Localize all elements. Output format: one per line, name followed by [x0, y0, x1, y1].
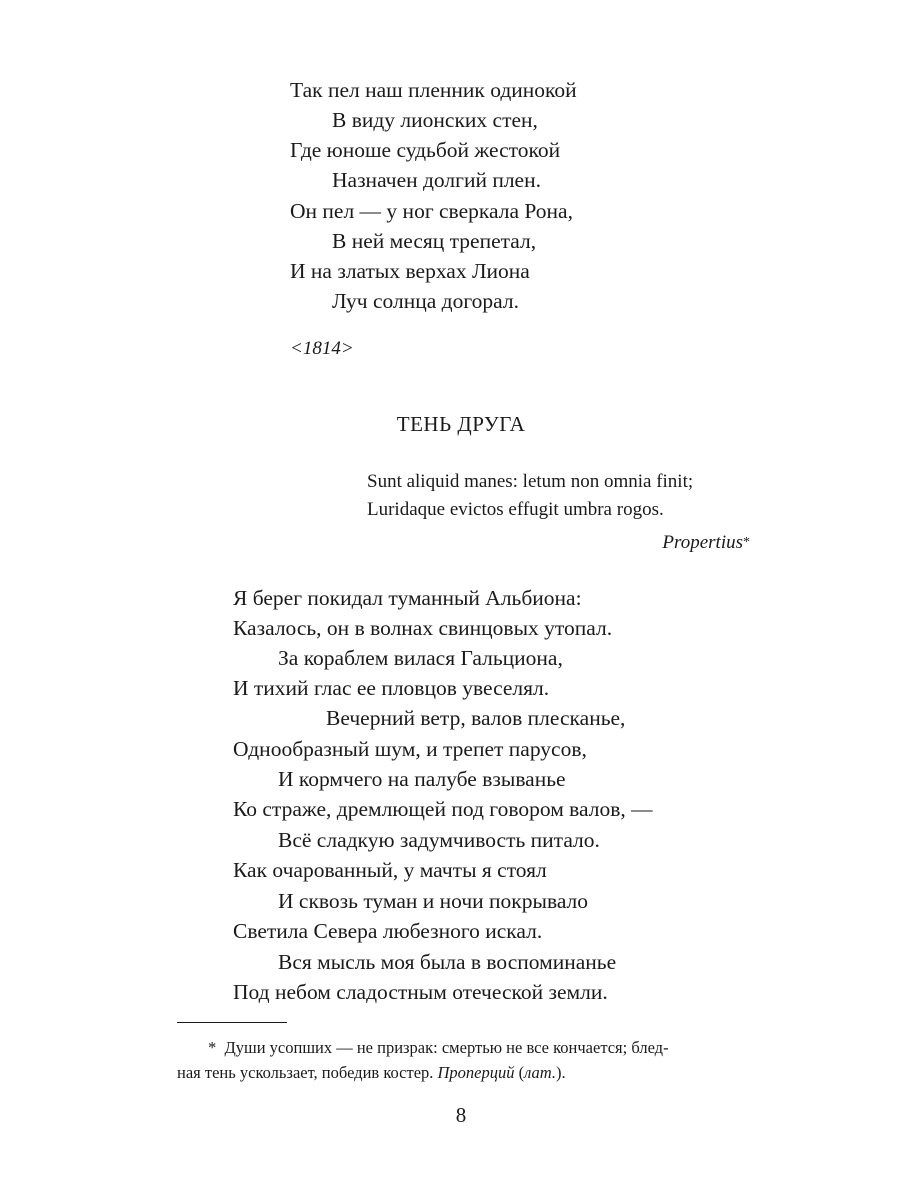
- verse-line: Он пел — у ног сверкала Рона,: [290, 199, 573, 223]
- verse-line: Назначен долгий плен.: [332, 168, 541, 192]
- footnote-paren-open: (: [514, 1063, 525, 1082]
- verse-line: Я берег покидал туманный Альбиона:: [233, 586, 582, 610]
- footnote-marker: *: [208, 1038, 217, 1057]
- verse-line: Вечерний ветр, валов плесканье,: [326, 706, 626, 730]
- page-number: 8: [455, 1103, 467, 1127]
- footnote-text: ная тень ускользает, победив костер.: [177, 1063, 438, 1082]
- verse-line: Как очарованный, у мачты я стоял: [233, 858, 547, 882]
- verse-line: Всё сладкую задумчивость питало.: [278, 828, 600, 852]
- poem-title: ТЕНЬ ДРУГА: [396, 412, 526, 436]
- epigraph-author: [662, 529, 750, 557]
- poem-date: <1814>: [290, 338, 354, 359]
- epigraph-line: Luridaque evictos effugit umbra rogos.: [367, 499, 664, 520]
- verse-line: Казалось, он в волнах свинцовых утопал.: [233, 616, 613, 640]
- verse-line: Под небом сладостным отеческой земли.: [233, 980, 608, 1004]
- verse-line: Светила Севера любезного искал.: [233, 919, 543, 943]
- verse-line: Где юноше судьбой жестокой: [290, 138, 561, 162]
- footnote-paren-close: ).: [556, 1063, 566, 1082]
- footnote-rule: [177, 1022, 287, 1023]
- epigraph-line: Sunt aliquid manes: letum non omnia finit;: [367, 471, 694, 492]
- footnote-language: лат.: [524, 1063, 557, 1082]
- footnote-marker: *: [743, 535, 750, 550]
- verse-line: В ней месяц трепетал,: [332, 229, 537, 253]
- epigraph-author-name: Propertius: [662, 532, 743, 553]
- verse-line: За кораблем вилася Гальциона,: [278, 646, 563, 670]
- verse-line: Вся мысль моя была в воспоминанье: [278, 950, 617, 974]
- verse-line: Так пел наш пленник одинокой: [290, 78, 577, 102]
- verse-line: В виду лионских стен,: [332, 108, 538, 132]
- verse-line: Луч солнца догорал.: [332, 289, 519, 313]
- verse-line: И на златых верхах Лиона: [290, 259, 530, 283]
- footnote-author: Проперций: [437, 1063, 515, 1082]
- verse-line: И сквозь туман и ночи покрывало: [278, 889, 589, 913]
- verse-line: И кормчего на палубе взыванье: [278, 767, 566, 791]
- footnote-line: [208, 1036, 669, 1060]
- footnote-line: [177, 1061, 566, 1085]
- verse-line: Однообразный шум, и трепет парусов,: [233, 737, 587, 761]
- footnote-text: Души усопших — не призрак: смертью не все кончается; блед-: [224, 1038, 669, 1057]
- verse-line: И тихий глас ее пловцов увеселял.: [233, 676, 550, 700]
- verse-line: Ко страже, дремлющей под говором валов, —: [233, 797, 653, 821]
